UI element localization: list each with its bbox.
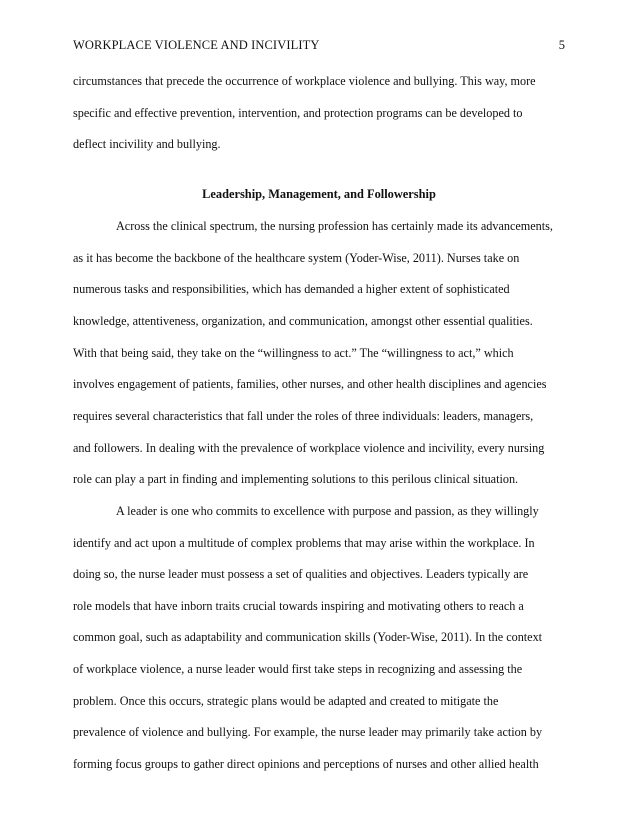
body-line: Across the clinical spectrum, the nursing profession has certainly made its advancements, (116, 219, 553, 233)
body-line: forming focus groups to gather direct opinions and perceptions of nurses and other allied health (73, 757, 539, 771)
body-line: doing so, the nurse leader must possess a set of qualities and objectives. Leaders typically are (73, 567, 529, 581)
body-line: problem. Once this occurs, strategic plans would be adapted and created to mitigate the (73, 694, 499, 708)
body-line: common goal, such as adaptability and communication skills (Yoder-Wise, 2011). In the context (73, 630, 543, 644)
body-line: role can play a part in finding and implementing solutions to this perilous clinical situation. (73, 472, 519, 486)
body-line: involves engagement of patients, families, other nurses, and other health disciplines and agencies (73, 377, 547, 391)
body-line: numerous tasks and responsibilities, which has demanded a higher extent of sophisticated (73, 282, 510, 296)
body-line: With that being said, they take on the “willingness to act.” The “willingness to act,” which (73, 346, 514, 360)
body-line: knowledge, attentiveness, organization, and communication, amongst other essential qualities. (73, 314, 533, 328)
running-head: WORKPLACE VIOLENCE AND INCIVILITY (73, 38, 320, 52)
body-line: circumstances that precede the occurrence of workplace violence and bullying. This way, more (73, 74, 536, 88)
body-line: identify and act upon a multitude of complex problems that may arise within the workplace. In (73, 536, 535, 550)
body-line: of workplace violence, a nurse leader would first take steps in recognizing and assessing the (73, 662, 523, 676)
body-line: deflect incivility and bullying. (73, 137, 221, 151)
body-line: and followers. In dealing with the prevalence of workplace violence and incivility, every nursing (73, 441, 545, 455)
body-line: as it has become the backbone of the healthcare system (Yoder-Wise, 2011). Nurses take on (73, 251, 520, 265)
body-line: prevalence of violence and bullying. For example, the nurse leader may primarily take action by (73, 725, 543, 739)
page-header (73, 37, 565, 53)
body-line: specific and effective prevention, intervention, and protection programs can be developed to (73, 106, 523, 120)
body-line: role models that have inborn traits crucial towards inspiring and motivating others to reach a (73, 599, 524, 613)
section-heading: Leadership, Management, and Followership (202, 187, 436, 201)
page-number: 5 (558, 38, 565, 52)
body-line: A leader is one who commits to excellence with purpose and passion, as they willingly (116, 504, 539, 518)
body-line: requires several characteristics that fall under the roles of three individuals: leaders, managers, (73, 409, 534, 423)
